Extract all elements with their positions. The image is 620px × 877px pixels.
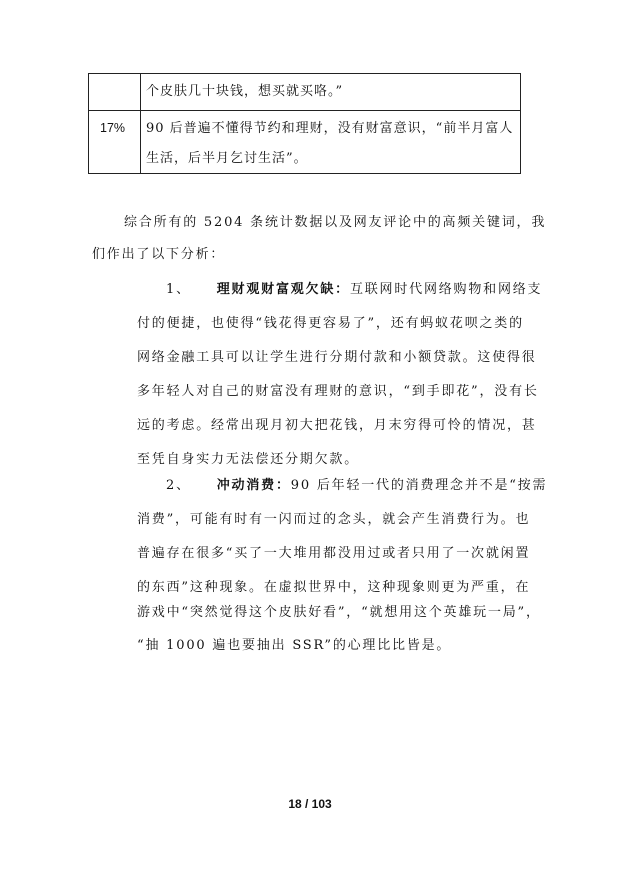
- page-number: 18 / 103: [288, 797, 332, 811]
- point1-number: 1、: [166, 282, 191, 297]
- point2-line6: “抽 1000 遍也要抽出 SSR”的心理比比皆是。: [137, 638, 452, 653]
- point2-line5: 游戏中“突然觉得这个皮肤好看”，“就想用这个英雄玩一局”，: [137, 605, 541, 620]
- intro-line2: 们作出了以下分析：: [92, 247, 226, 262]
- point2-line3: 普遍存在很多“买了一大堆用都没用过或者只用了一次就闲置: [137, 546, 531, 561]
- point1-line5: 远的考虑。经常出现月初大把花钱，月末穷得可怜的情况，甚: [137, 418, 537, 433]
- point1-line4: 多年轻人对自己的财富没有理财的意识，“到手即花”，没有长: [137, 384, 539, 399]
- point1-line2: 付的便捷，也使得“钱花得更容易了”，还有蚂蚁花呗之类的: [137, 316, 524, 331]
- point1-heading-line: [166, 282, 542, 298]
- point2-line1-rest: 90 后年轻一代的消费理念并不是“按需: [290, 478, 548, 493]
- point1-line3: 网络金融工具可以让学生进行分期付款和小额贷款。这使得很: [137, 350, 537, 365]
- table-row2-line1: 90 后普遍不懂得节约和理财，没有财富意识，“前半月富人: [146, 121, 514, 136]
- point2-line2: 消费”，可能有时有一闪而过的念头，就会产生消费行为。也: [137, 512, 531, 527]
- table-row2-line2: 生活，后半月乞讨生活”。: [146, 151, 308, 166]
- point2-line4: 的东西”这种现象。在虚拟世界中，这种现象则更为严重，在: [137, 580, 531, 595]
- point1-line6: 至凭自身实力无法偿还分期欠款。: [137, 452, 360, 467]
- intro-line1: 综合所有的 5204 条统计数据以及网友评论中的高频关键词，我: [124, 215, 547, 230]
- table-row-divider: [89, 110, 520, 111]
- point2-heading-line: [166, 478, 547, 494]
- point1-title: 理财观财富观欠缺：: [216, 282, 350, 297]
- point1-line1-rest: 互联网时代网络购物和网络支: [349, 282, 543, 297]
- point2-number: 2、: [166, 478, 191, 493]
- table-row1-text: 个皮肤几十块钱，想买就买咯。”: [146, 84, 344, 99]
- point2-title: 冲动消费：: [216, 478, 291, 493]
- table-column-divider: [140, 74, 141, 173]
- table-row2-percent: 17%: [100, 121, 126, 135]
